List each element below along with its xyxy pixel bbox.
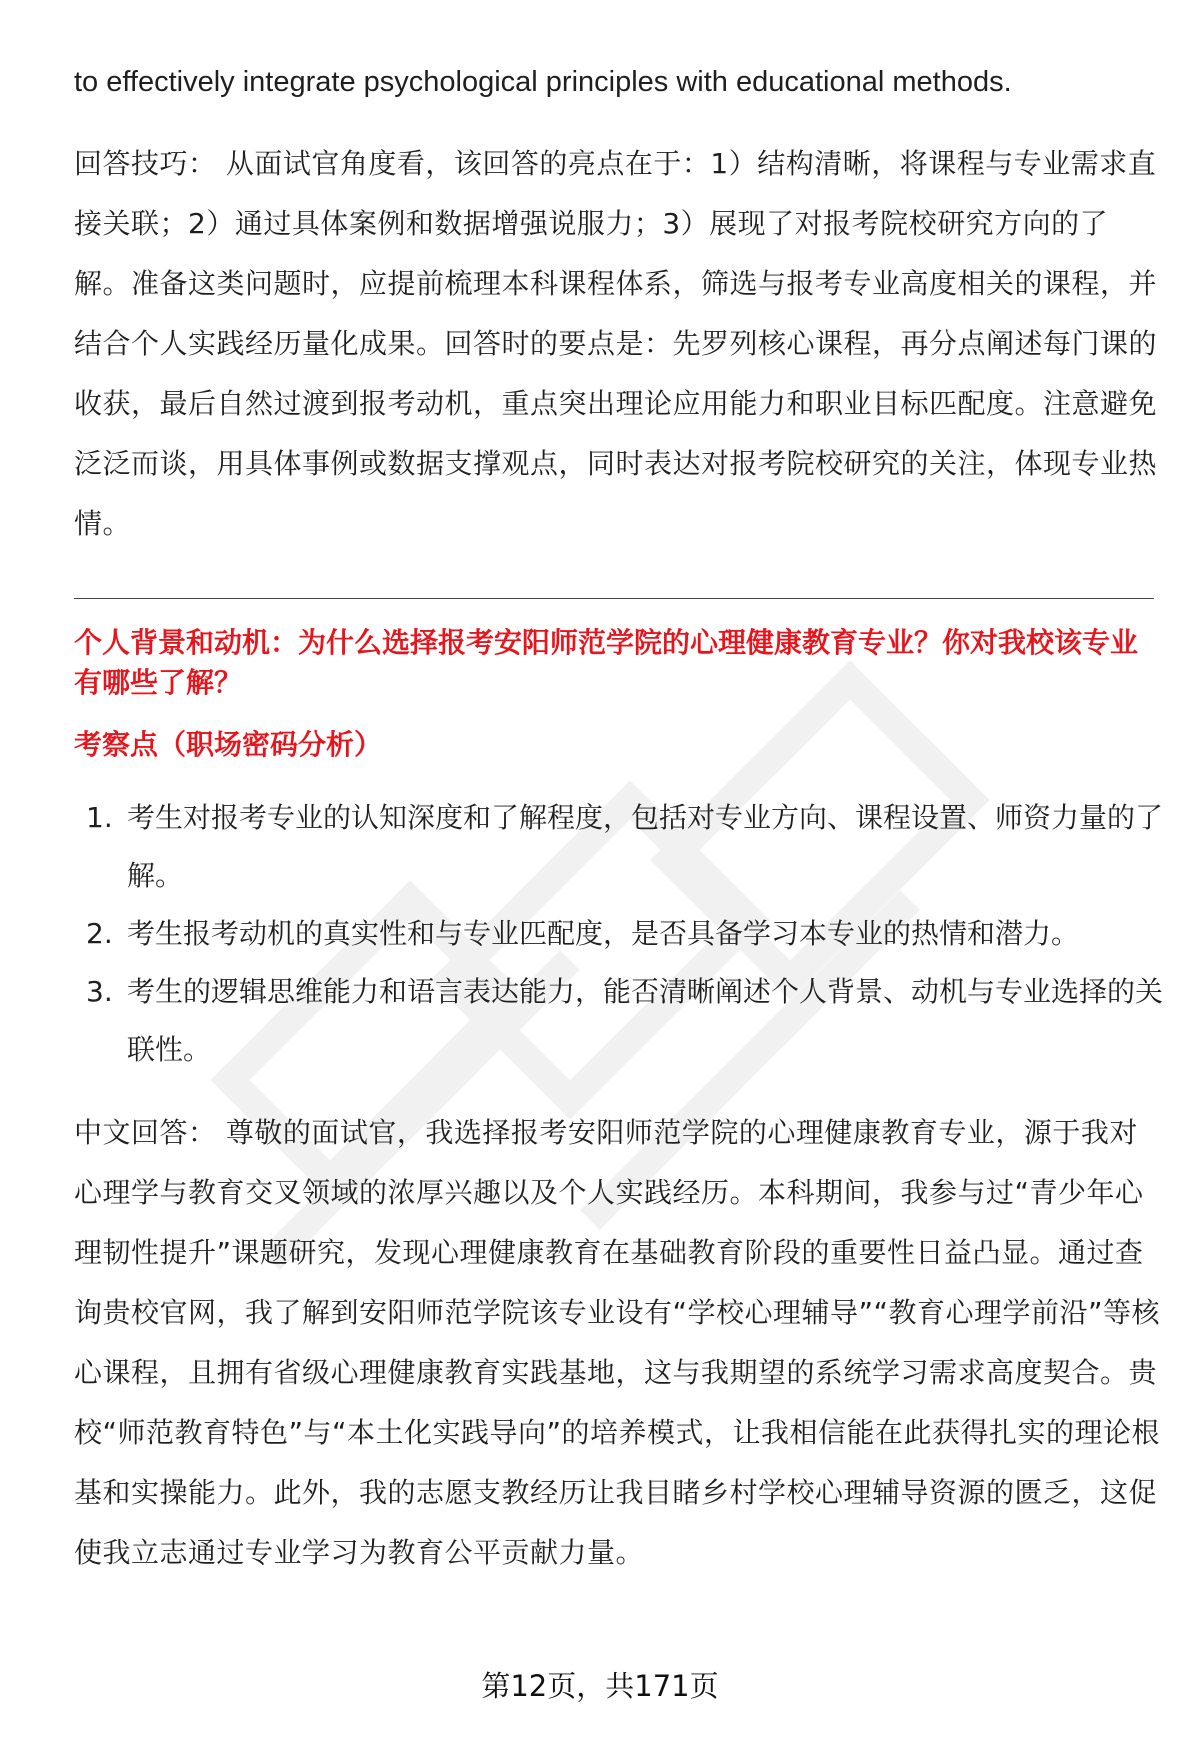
list-item-number: 2. <box>86 917 113 950</box>
chinese-answer-paragraph: 中文回答： 尊敬的面试官，我选择报考安阳师范学院的心理健康教育专业，源于我对心理学与教育交叉领域的浓厚兴趣以及个人实践经历。本科期间，我参与过“青少年心理韧性提升”课题研究，发现心理健康教育在基础教育阶段的重要性日益凸显。通过查询贵校官网，我了解到安阳师范学院该专业设有“学校心理辅导”“教育心理学前沿”等核心课程，且拥有省级心理健康教育实践基地，这与我期望的系统学习需求高度契合。贵校“师范教育特色”与“本土化实践导向”的培养模式，让我相信能在此获得扎实的理论根基和实操能力。此外，我的志愿支教经历让我目睹乡村学校心理辅导资源的匮乏，这促使我立志通过专业学习为教育公平贡献力量。 <box>74 1116 1161 1569</box>
intro-line: to effectively integrate psychological principles with educational methods. <box>74 66 1012 98</box>
document-page <box>74 52 1164 1583</box>
list-item-text: 考生报考动机的真实性和与专业匹配度，是否具备学习本专业的热情和潜力。 <box>127 917 1080 950</box>
list-item <box>74 963 1164 1079</box>
list-item-number: 3. <box>86 975 113 1008</box>
list-item-text: 考生对报考专业的认知深度和了解程度，包括对专业方向、课程设置、师资力量的了解。 <box>127 801 1164 892</box>
page-number: 第12页，共171页 <box>481 1669 719 1703</box>
list-item <box>74 789 1164 905</box>
section-divider <box>74 598 1154 599</box>
list-item-number: 1. <box>86 801 113 834</box>
assessment-points-heading: 考察点（职场密码分析） <box>74 728 383 761</box>
answer-tip-paragraph: 回答技巧： 从面试官角度看，该回答的亮点在于：1）结构清晰，将课程与专业需求直接关联；2）通过具体案例和数据增强说服力；3）展现了对报考院校研究方向的了解。准备这类问题时，应提前梳理本科课程体系，筛选与报考专业高度相关的课程，并结合个人实践经历量化成果。回答时的要点是：先罗列核心课程，再分点阐述每门课的收获，最后自然过渡到报考动机，重点突出理论应用能力和职业目标匹配度。注意避免泛泛而谈，用具体事例或数据支撑观点，同时表达对报考院校研究的关注，体现专业热情。 <box>74 147 1158 540</box>
assessment-points-list <box>74 789 1164 1079</box>
list-item-text: 考生的逻辑思维能力和语言表达能力，能否清晰阐述个人背景、动机与专业选择的关联性。 <box>127 975 1164 1066</box>
list-item <box>74 905 1164 963</box>
question-heading: 个人背景和动机：为什么选择报考安阳师范学院的心理健康教育专业？你对我校该专业有哪些了解？ <box>74 626 1139 699</box>
